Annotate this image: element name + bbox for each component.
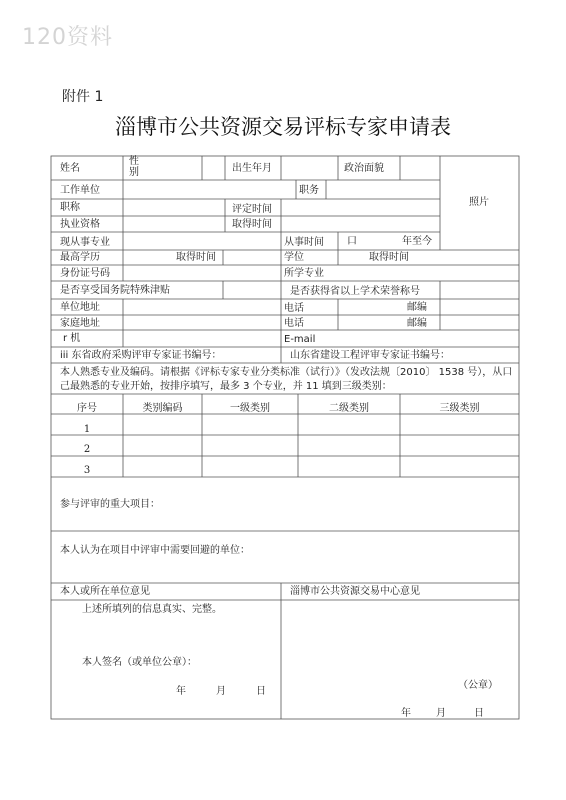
- label-name: 姓名: [60, 163, 80, 174]
- label-state-allowance: 是否享受国务院特殊津贴: [60, 285, 170, 296]
- label-degree-obtain-time: 取得时间: [369, 252, 409, 263]
- form-title: 淄博市公共资源交易评标专家申请表: [115, 115, 451, 139]
- label-opinion-self: 本人或所在单位意见: [60, 586, 150, 597]
- major-instruction: 本人熟悉专业及编码。请根据《评标专家专业分类标准（试行）》（发改法规〔2010〕 1538 号），从口己最熟悉的专业开始，按排序填写，最多 3 个专业，并 11 填到三级类别：: [60, 367, 513, 392]
- checkbox-symbol: 口: [347, 236, 357, 247]
- date-left-day: 日: [256, 686, 266, 697]
- label-postcode-1: 邮编: [407, 302, 427, 313]
- header-seq: 序号: [77, 403, 97, 414]
- watermark: 120资料: [22, 25, 113, 50]
- header-code: 类别编码: [142, 403, 183, 414]
- label-rated-time: 评定时间: [232, 204, 272, 215]
- header-level-1: 一级类别: [230, 403, 270, 414]
- label-phone-1: 电话: [284, 303, 304, 314]
- label-avoid-units: 本人认为在项目中评审中需要回避的单位：: [60, 545, 250, 556]
- header-level-2: 二级类别: [329, 403, 369, 414]
- label-major-studied: 所学专业: [284, 268, 324, 279]
- row-seq-2: 2: [83, 444, 91, 455]
- label-unit-address: 单位地址: [60, 302, 100, 313]
- label-politics: 政治面貌: [344, 163, 384, 174]
- label-id-number: 身份证号码: [60, 268, 110, 279]
- date-right-day: 日: [474, 708, 484, 719]
- label-opinion-center: 淄博市公共资源交易中心意见: [290, 586, 420, 597]
- declaration-text: 上述所填列的信息真实、完整。: [82, 604, 222, 615]
- header-level-3: 三级类别: [439, 403, 480, 414]
- label-postcode-2: 邮编: [407, 318, 427, 329]
- label-photo: 照片: [469, 197, 489, 208]
- label-degree: 学位: [284, 252, 304, 263]
- row-seq-3: 3: [83, 465, 91, 476]
- label-employer: 工作单位: [60, 185, 100, 196]
- label-phone-2: 电话: [284, 318, 304, 329]
- label-qualification: 执业资格: [60, 219, 100, 230]
- row-seq-1: 1: [83, 424, 91, 435]
- label-gender-bottom: 别: [129, 167, 139, 178]
- label-position: 职务: [299, 185, 319, 196]
- label-mobile: r 机: [63, 333, 81, 344]
- label-work-time: 从事时间: [284, 237, 324, 248]
- date-left-year: 年: [176, 686, 186, 697]
- date-left-month: 月: [216, 686, 226, 697]
- label-projects: 参与评审的重大项目：: [60, 499, 160, 510]
- label-current-major: 现从事专业: [60, 237, 110, 248]
- label-year-to-now: 年至今: [402, 236, 432, 247]
- signature-label: 本人签名（或单位公章）：: [82, 657, 197, 668]
- date-right-year: 年: [401, 708, 411, 719]
- label-build-cert: 山东省建设工程评审专家证书编号：: [290, 350, 450, 361]
- label-edu-obtain-time: 取得时间: [176, 252, 216, 263]
- label-gov-cert: iii 东省政府采购评审专家证书编号：: [60, 350, 222, 361]
- label-birth: 出生年月: [232, 163, 272, 174]
- attachment-label: 附件 1: [62, 89, 104, 105]
- label-obtain-time: 取得时间: [232, 219, 272, 230]
- label-email: E-mail: [284, 334, 316, 345]
- label-title-rank: 职称: [60, 202, 80, 213]
- label-gender-top: 性: [129, 156, 139, 167]
- label-education: 最高学历: [60, 252, 100, 263]
- date-right-month: 月: [436, 708, 446, 719]
- label-home-address: 家庭地址: [60, 318, 100, 329]
- label-provincial-honor: 是否获得省以上学术荣誉称号: [290, 286, 420, 297]
- seal-label: （公章）: [458, 680, 498, 691]
